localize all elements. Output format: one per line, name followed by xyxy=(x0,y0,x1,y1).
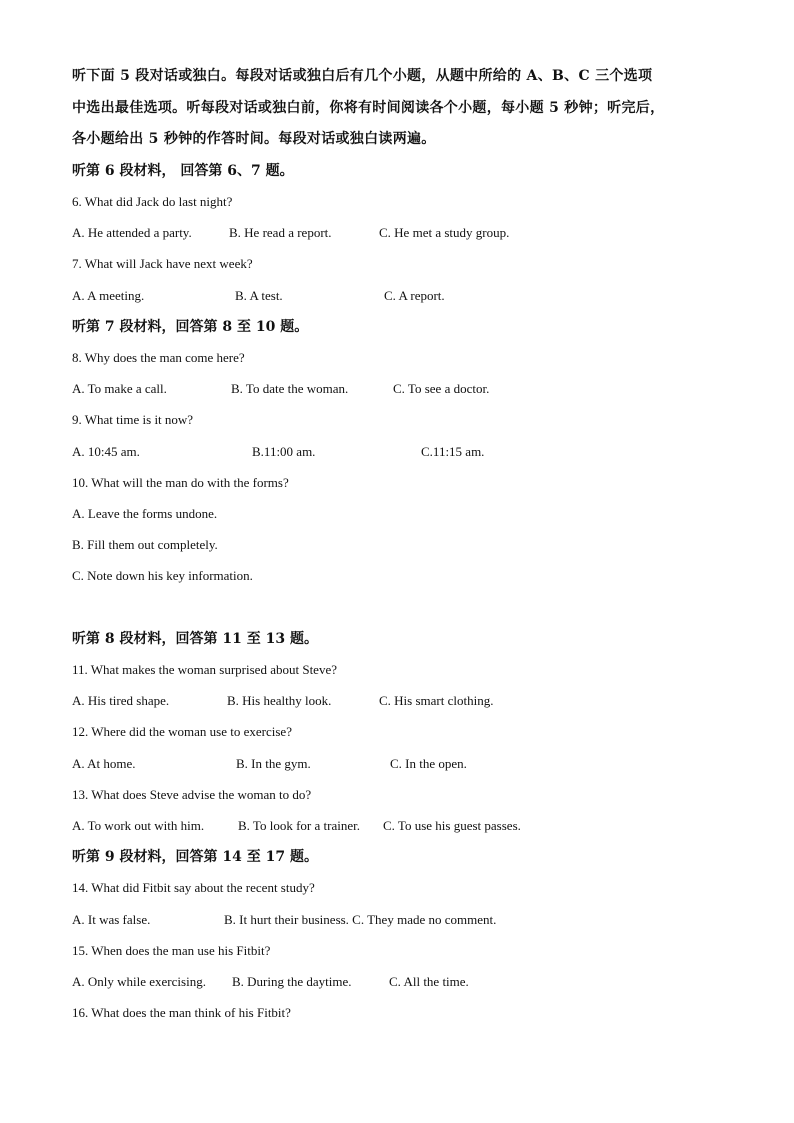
option-7a: A. A meeting. xyxy=(72,288,145,303)
option-13a: A. To work out with him. xyxy=(72,818,205,833)
instructions-line-1: 听下面 5 段对话或独白。每段对话或独白后有几个小题，从题中所给的 A、B、C 三个选项 xyxy=(72,68,653,84)
option-12a: A. At home. xyxy=(72,756,136,771)
option-10b: B. Fill them out completely. xyxy=(72,537,218,552)
section-heading-7: 听第 7 段材料，回答第 8 至 10 题。 xyxy=(72,319,309,335)
section-heading-9: 听第 9 段材料，回答第 14 至 17 题。 xyxy=(72,849,318,865)
instructions-line-2: 中选出最佳选项。听每段对话或独白前，你将有时间阅读各个小题，每小题 5 秒钟；听完后， xyxy=(72,100,665,116)
option-12c: C. In the open. xyxy=(390,756,467,771)
option-6a: A. He attended a party. xyxy=(72,225,192,240)
option-6b: B. He read a report. xyxy=(229,225,332,240)
option-7b: B. A test. xyxy=(235,288,283,303)
question-stem-12: 12. Where did the woman use to exercise? xyxy=(72,724,292,739)
option-10a: A. Leave the forms undone. xyxy=(72,506,218,521)
question-stem-13: 13. What does Steve advise the woman to do? xyxy=(72,787,312,802)
question-stem-7: 7. What will Jack have next week? xyxy=(72,256,253,271)
option-8c: C. To see a doctor. xyxy=(393,381,490,396)
section-heading-6: 听第 6 段材料， 回答第 6、7 题。 xyxy=(72,163,294,179)
question-stem-16: 16. What does the man think of his Fitbit? xyxy=(72,1005,291,1020)
option-11c: C. His smart clothing. xyxy=(379,693,494,708)
question-stem-9: 9. What time is it now? xyxy=(72,412,194,427)
option-15b: B. During the daytime. xyxy=(232,974,352,989)
option-14b-c: B. It hurt their business. C. They made no comment. xyxy=(224,912,497,927)
option-13b: B. To look for a trainer. xyxy=(238,818,360,833)
question-stem-15: 15. When does the man use his Fitbit? xyxy=(72,943,271,958)
question-stem-11: 11. What makes the woman surprised about Steve? xyxy=(72,662,337,677)
option-9a: A. 10:45 am. xyxy=(72,444,140,459)
option-12b: B. In the gym. xyxy=(236,756,311,771)
option-6c: C. He met a study group. xyxy=(379,225,510,240)
option-8a: A. To make a call. xyxy=(72,381,167,396)
option-11b: B. His healthy look. xyxy=(227,693,332,708)
option-8b: B. To date the woman. xyxy=(231,381,349,396)
option-13c: C. To use his guest passes. xyxy=(383,818,521,833)
question-stem-6: 6. What did Jack do last night? xyxy=(72,194,233,209)
option-14a: A. It was false. xyxy=(72,912,151,927)
option-15c: C. All the time. xyxy=(389,974,469,989)
section-heading-8: 听第 8 段材料，回答第 11 至 13 题。 xyxy=(72,631,318,647)
option-15a: A. Only while exercising. xyxy=(72,974,206,989)
question-stem-10: 10. What will the man do with the forms? xyxy=(72,475,289,490)
question-stem-14: 14. What did Fitbit say about the recent study? xyxy=(72,880,315,895)
option-10c: C. Note down his key information. xyxy=(72,568,253,583)
instructions-line-3: 各小题给出 5 秒钟的作答时间。每段对话或独白读两遍。 xyxy=(72,131,436,147)
option-7c: C. A report. xyxy=(384,288,445,303)
question-stem-8: 8. Why does the man come here? xyxy=(72,350,245,365)
option-9c: C.11:15 am. xyxy=(421,444,485,459)
option-11a: A. His tired shape. xyxy=(72,693,170,708)
option-9b: B.11:00 am. xyxy=(252,444,316,459)
